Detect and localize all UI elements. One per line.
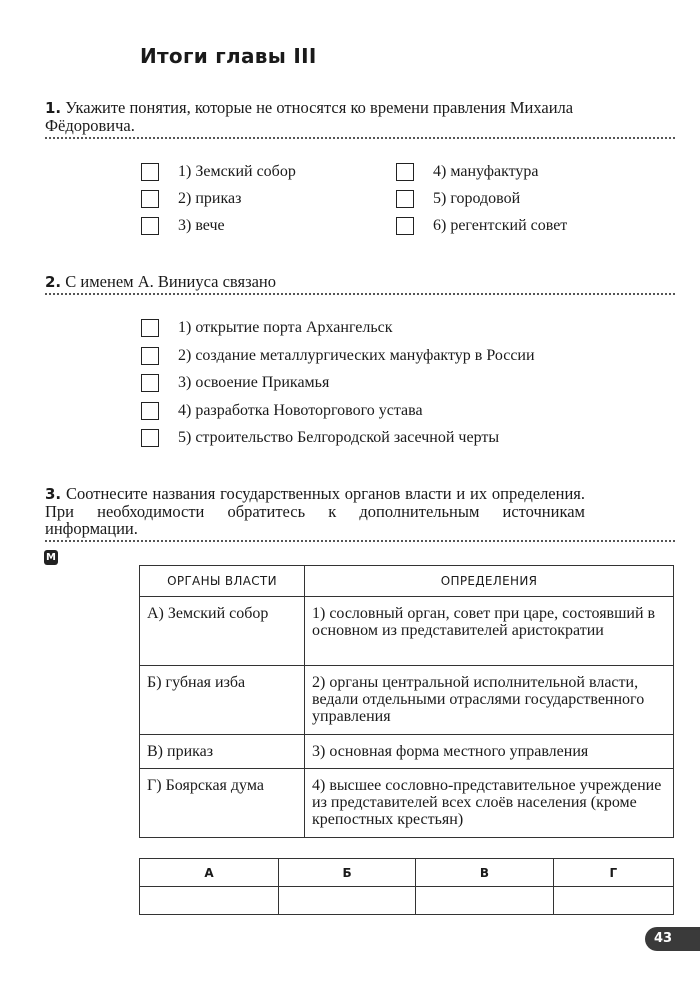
answer-header-g: Г [553, 859, 673, 887]
m-icon: М [44, 550, 58, 565]
answer-cell-b[interactable] [278, 887, 415, 915]
table-row [140, 769, 674, 838]
task2-option[interactable]: 4) разработка Новоторгового устава [141, 399, 535, 423]
checkbox[interactable] [141, 374, 159, 392]
task2-option[interactable]: 3) освоение Прикамья [141, 371, 535, 395]
answer-header-v: В [416, 859, 553, 887]
checkbox[interactable] [141, 402, 159, 420]
checkbox[interactable] [396, 190, 414, 208]
task2-question [45, 273, 276, 291]
task2-number: 2. [45, 273, 62, 291]
checkbox[interactable] [396, 163, 414, 181]
answer-table [139, 858, 674, 915]
task2-option[interactable]: 2) создание металлургических мануфактур в России [141, 344, 535, 368]
task1-option[interactable]: 1) Земский собор [141, 160, 296, 184]
task1-left-options [141, 160, 296, 238]
organ-cell: В) приказ [140, 735, 305, 769]
answer-input-row[interactable] [140, 887, 674, 915]
organ-cell: Г) Боярская дума [140, 769, 305, 838]
table-header-row [140, 566, 674, 597]
answer-cell-a[interactable] [140, 887, 279, 915]
task2-option[interactable]: 5) строительство Белгородской засечной черты [141, 426, 535, 450]
definition-cell: 4) высшее сословно-представительное учреждение из представителей всех слоёв населения (кроме крепостных крестьян) [305, 769, 674, 838]
organ-cell: А) Земский собор [140, 597, 305, 666]
answer-cell-g[interactable] [553, 887, 673, 915]
checkbox[interactable] [141, 429, 159, 447]
task1-option[interactable]: 6) регентский совет [396, 214, 567, 238]
checkbox[interactable] [141, 319, 159, 337]
task1-option[interactable]: 4) мануфактура [396, 160, 567, 184]
answer-header-a: А [140, 859, 279, 887]
organ-cell: Б) губная изба [140, 666, 305, 735]
checkbox[interactable] [396, 217, 414, 235]
answer-cell-v[interactable] [416, 887, 553, 915]
checkbox[interactable] [141, 217, 159, 235]
task1-number: 1. [45, 99, 62, 117]
task3-question [45, 485, 585, 537]
task3-divider [45, 540, 675, 542]
table-row [140, 735, 674, 769]
task1-option[interactable]: 2) приказ [141, 187, 296, 211]
answer-header-row [140, 859, 674, 887]
table-row [140, 597, 674, 666]
task3-number: 3. [45, 485, 62, 503]
chapter-title: Итоги главы III [140, 44, 317, 68]
column-header-definitions: ОПРЕДЕЛЕНИЯ [305, 566, 674, 597]
task1-right-options [396, 160, 567, 238]
task2-divider [45, 293, 675, 295]
answer-header-b: Б [278, 859, 415, 887]
task3-text: Соотнесите названия государственных органов власти и их определения. При необходимости обратитесь к дополнительным источникам информации. [45, 484, 585, 538]
definition-cell: 1) сословный орган, совет при царе, состоявший в основном из представителей аристократии [305, 597, 674, 666]
task1-option[interactable]: 5) городовой [396, 187, 567, 211]
task2-option[interactable]: 1) открытие порта Архангельск [141, 316, 535, 340]
definition-cell: 2) органы центральной исполнительной власти, ведали отдельными отраслями государственного управления [305, 666, 674, 735]
task1-question [45, 99, 635, 134]
checkbox[interactable] [141, 347, 159, 365]
task2-text: С именем А. Виниуса связано [65, 272, 277, 291]
task1-text: Укажите понятия, которые не относятся ко времени правления Михаила Фёдоровича. [45, 98, 574, 135]
matching-table [139, 565, 674, 838]
definition-cell: 3) основная форма местного управления [305, 735, 674, 769]
task1-option[interactable]: 3) вече [141, 214, 296, 238]
checkbox[interactable] [141, 163, 159, 181]
task2-options [141, 316, 535, 450]
table-row [140, 666, 674, 735]
task1-divider [45, 137, 675, 139]
checkbox[interactable] [141, 190, 159, 208]
column-header-organs: ОРГАНЫ ВЛАСТИ [140, 566, 305, 597]
page-number: 43 [645, 927, 700, 951]
